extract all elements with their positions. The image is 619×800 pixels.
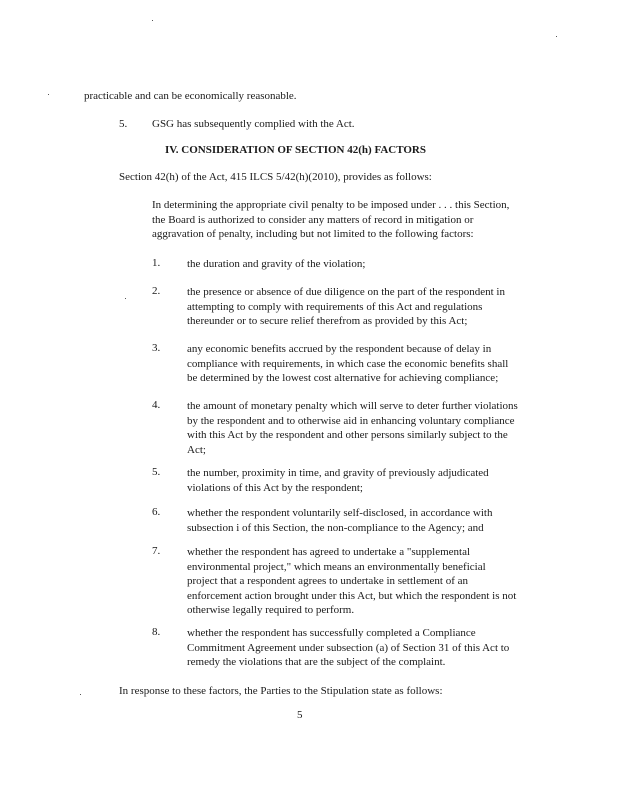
factor-8-number: 8. [152, 626, 161, 638]
factor-line: environmental project," which means an environmentally beneficial [187, 560, 486, 573]
scan-speck [556, 36, 557, 37]
factor-line: the number, proximity in time, and gravity of previously adjudicated [187, 467, 489, 479]
factor-line: be determined by the lowest cost alternative for achieving compliance; [187, 372, 499, 384]
factor-line: whether the respondent voluntarily self-disclosed, in accordance with [187, 507, 493, 519]
factor-3-number: 3. [152, 342, 161, 354]
scan-speck [125, 298, 126, 299]
scan-speck [80, 694, 81, 695]
factor-7-text [187, 545, 516, 618]
factor-line: whether the respondent has successfully completed a Compliance [187, 627, 476, 639]
factor-5-number: 5. [152, 466, 161, 478]
factor-7-number: 7. [152, 545, 161, 557]
quote-line: aggravation of penalty, including but not limited to the following factors: [152, 228, 474, 240]
factor-line: with this Act by the respondent and other persons similarly subject to the [187, 429, 508, 441]
quote-line: In determining the appropriate civil penalty to be imposed under . . . this Section, [152, 199, 510, 211]
item-5-number: 5. [119, 118, 128, 130]
factor-line: by the respondent and to otherwise aid in enhancing voluntary compliance [187, 414, 515, 427]
section-heading: IV. CONSIDERATION OF SECTION 42(h) FACTORS [165, 144, 426, 156]
intro-paragraph: Section 42(h) of the Act, 415 ILCS 5/42(h)(2010), provides as follows: [119, 171, 432, 183]
factor-2-number: 2. [152, 285, 161, 297]
factor-6-text [187, 506, 492, 535]
scan-speck [152, 20, 153, 21]
factor-4-number: 4. [152, 399, 161, 411]
continuation-text: practicable and can be economically reasonable. [84, 90, 297, 102]
factor-line: subsection i of this Section, the non-compliance to the Agency; and [187, 521, 484, 534]
factor-line: project that a respondent agrees to undertake in settlement of an [187, 575, 469, 587]
factor-4-text [187, 399, 518, 457]
factor-line: the presence or absence of due diligence on the part of the respondent in [187, 286, 505, 298]
factor-line: the amount of monetary penalty which will serve to deter further violations [187, 400, 518, 412]
quote-line: the Board is authorized to consider any matters of record in mitigation or [152, 213, 474, 226]
factor-1-number: 1. [152, 257, 161, 269]
factor-line: thereunder or to secure relief therefrom as provided by this Act; [187, 315, 468, 327]
factor-3-text [187, 342, 508, 386]
factor-line: Commitment Agreement under subsection (a) of Section 31 of this Act to [187, 641, 510, 654]
item-5-text: GSG has subsequently complied with the Act. [152, 118, 355, 130]
closing-paragraph: In response to these factors, the Parties to the Stipulation state as follows: [119, 685, 443, 697]
scan-speck [48, 94, 49, 95]
factor-8-text [187, 626, 509, 670]
factor-line: otherwise legally required to perform. [187, 604, 355, 616]
factor-line: remedy the violations that are the subject of the complaint. [187, 656, 446, 668]
factor-6-number: 6. [152, 506, 161, 518]
factor-line: violations of this Act by the respondent; [187, 481, 363, 494]
statutory-quote [152, 198, 509, 242]
factor-2-text [187, 285, 505, 329]
factor-line: attempting to comply with requirements of this Act and regulations [187, 300, 483, 313]
factor-line: whether the respondent has agreed to undertake a "supplemental [187, 546, 471, 558]
factor-1-text [187, 257, 365, 272]
page-number: 5 [297, 709, 303, 721]
factor-line: the duration and gravity of the violation; [187, 258, 366, 270]
factor-line: enforcement action brought under this Act, but which the respondent is not [187, 589, 517, 602]
factor-5-text [187, 466, 489, 495]
factor-line: Act; [187, 443, 206, 456]
factor-line: compliance with requirements, in which case the economic benefits shall [187, 357, 509, 370]
factor-line: any economic benefits accrued by the respondent because of delay in [187, 343, 492, 355]
